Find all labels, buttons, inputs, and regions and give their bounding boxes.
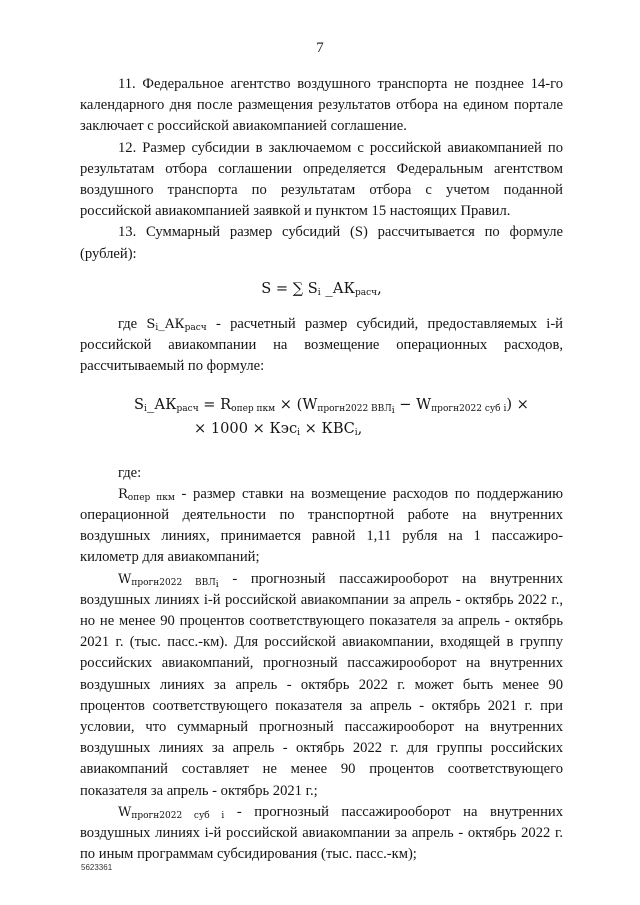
definition-r-oper — [80, 484, 563, 569]
si-rasch-sub: расч — [184, 323, 207, 334]
f2-w1-index: i — [391, 405, 395, 416]
formula-s-index: i — [317, 287, 321, 298]
paragraph-12: 12. Размер субсидии в заключаемом с российской авиакомпанией по результатам отбора соглашении определяется Федеральным агентством воздушного транспорта по результатам отбора с учетом поданной российской авиакомпанией заявкой и пунктом 15 настоящих Правил. — [80, 139, 563, 220]
f2-eq-r: = R — [198, 395, 232, 413]
f2-w1-sub-group — [317, 404, 394, 414]
formula-s-symbol: S — [307, 279, 318, 297]
where-si-definition — [80, 314, 563, 378]
w2-term — [118, 805, 224, 820]
w2-symbol: W — [118, 804, 132, 820]
f2-w2-sub: прогн2022 суб i — [431, 403, 507, 414]
formula-si-calculation — [80, 393, 563, 441]
si-symbol: S — [146, 317, 156, 333]
si-definition-text: - расчетный размер субсидий, предоставляемых i-й российской авиакомпании на возмещение операционных расходов, рассчитываемый по формуле: — [80, 316, 563, 375]
f2-rasch: расч — [176, 403, 199, 414]
paragraph-11: 11. Федеральное агентство воздушного транспорта не позднее 14-го календарного дня после размещения результатов отбора на едином портале заключает с российской авиакомпанией соглашение. — [80, 76, 563, 135]
formula-ak: _АК — [320, 279, 355, 297]
f2-w1-sub: прогн2022 ВВЛ — [317, 403, 392, 414]
formula2-line1 — [80, 393, 563, 417]
formula-lhs: S = ∑ — [261, 279, 304, 297]
w2-definition-text: - прогнозный пассажирооборот на внутренних воздушных линиях i-й российской авиакомпании за апрель - октябрь 2022 г. по иным программам субсидирования (тыс. пасс.-км); — [80, 803, 564, 863]
f2-s: S — [134, 395, 144, 413]
f2-ak: _АК — [146, 395, 177, 413]
r-sub: опер пкм — [127, 492, 175, 503]
w1-term — [118, 571, 219, 590]
paragraph-13: 13. Суммарный размер субсидий (S) рассчитывается по формуле (рублей): — [80, 224, 563, 262]
si-ak: _АК — [158, 317, 185, 333]
w1-sub-index: i — [215, 579, 219, 590]
w2-sub: прогн2022 суб i — [131, 810, 225, 821]
w1-sub: прогн2022 ВВЛ — [131, 577, 216, 588]
formula-tail: , — [377, 279, 382, 297]
f2-s-index: i — [144, 403, 147, 414]
r-symbol: R — [118, 486, 128, 502]
f2-times-w: × (W — [275, 395, 318, 413]
formula-total-subsidy — [80, 278, 563, 299]
r-definition-text: - размер ставки на возмещение расходов по поддержанию операционной деятельности по транспортной работе на внутренних воздушных линиях, принимается равной 1,11 рубля на 1 пассажиро-километр для авиакомпаний; — [80, 485, 563, 566]
f2-r-sub: опер пкм — [231, 403, 276, 414]
f2-line2: × 1000 × Кэс — [194, 419, 298, 437]
si-index: i — [155, 323, 159, 334]
formula2-line2 — [80, 417, 563, 441]
page-number: 7 — [316, 40, 324, 56]
f2-end: , — [357, 419, 363, 437]
si-term — [146, 317, 206, 332]
where-prefix: где — [118, 316, 147, 333]
document-body — [80, 74, 563, 866]
formula-rasch-sub: расч — [354, 287, 378, 298]
where-label: где: — [118, 464, 142, 481]
w1-sub-group — [131, 578, 218, 588]
definition-w-sub — [80, 802, 563, 866]
f2-kvs: × КВС — [300, 419, 355, 437]
definition-w-vvl — [80, 569, 563, 802]
w1-symbol: W — [118, 571, 132, 587]
f2-minus-w: − W — [394, 395, 432, 413]
r-term — [118, 487, 175, 502]
f2-kes-index: i — [297, 427, 301, 438]
document-code: 5623361 — [81, 863, 113, 872]
w1-definition-text: - прогнозный пассажирооборот на внутренних воздушных линиях i-й российской авиакомпании за апрель - октябрь 2022 г., но не менее 90 процентов соответствующего показателя за апрель - октябрь 2021 г. (тыс. пасс.-км). Для российской авиакомпании, входящей в группу российских авиакомпаний, прогнозный пассажирооборот на внутренних воздушных линиях за апрель - октябрь 2022 г. может быть менее 90 процентов соответствующего показателя за апрель - октябрь 2021 г. при условии, что суммарный прогнозный пассажирооборот на внутренних воздушных линиях за апрель - октябрь 2022 г. для группы российских авиакомпаний составляет не менее 90 процентов соответствующего показателя за апрель - октябрь 2021 г.; — [80, 570, 563, 799]
f2-close: ) × — [506, 395, 529, 413]
f2-kvs-index: i — [354, 427, 358, 438]
